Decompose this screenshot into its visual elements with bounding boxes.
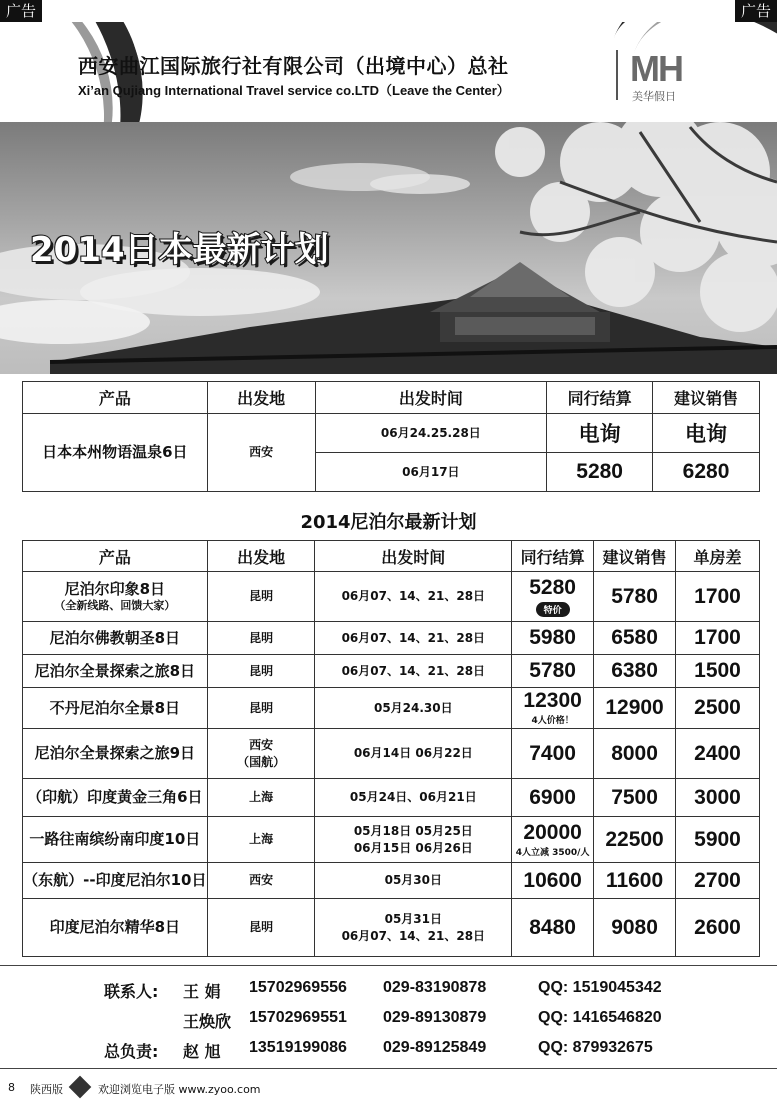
retail-price: 5780 xyxy=(594,572,676,622)
single-supplement: 2600 xyxy=(676,899,760,957)
contact-row xyxy=(0,1009,777,1033)
departure-city xyxy=(207,688,315,729)
departure-time-text: 06月07、14、21、28日 xyxy=(341,589,486,604)
retail-price: 电询 xyxy=(653,414,760,453)
departure-city-text: 昆明 xyxy=(249,920,274,935)
single-supplement: 1700 xyxy=(676,572,760,622)
contact-mobile: 15702969556 xyxy=(249,979,347,996)
table-row xyxy=(23,622,760,655)
retail-price: 9080 xyxy=(594,899,676,957)
table-row xyxy=(23,414,760,453)
footer-website-text: 欢迎浏览电子版 www.zyoo.com xyxy=(98,1083,261,1096)
departure-time: 06月17日 xyxy=(315,453,547,492)
peer-price-value: 12300 xyxy=(523,689,582,712)
departure-time-text: 05月24.30日 xyxy=(373,700,453,715)
departure-time-text: 06月15日 06月26日 xyxy=(353,840,473,855)
peer-price xyxy=(512,572,594,622)
contact-telephone: 029-89125849 xyxy=(383,1039,487,1056)
product-name xyxy=(23,688,208,729)
retail-price: 11600 xyxy=(594,863,676,899)
price-note: 4人价格！ xyxy=(531,716,574,726)
peer-price: 7400 xyxy=(512,729,594,779)
departure-city-text: 昆明 xyxy=(249,663,274,678)
divider xyxy=(0,965,777,966)
col-header-departure: 出发地 xyxy=(207,541,315,572)
single-supplement: 5900 xyxy=(676,817,760,863)
table-row xyxy=(23,572,760,622)
table-row xyxy=(23,655,760,688)
col-header-retail-price: 建议销售 xyxy=(653,382,760,414)
table-row xyxy=(23,729,760,779)
departure-time-text: 05月31日 xyxy=(384,912,443,927)
col-header-peer-price: 同行结算 xyxy=(512,541,594,572)
product-name-text: 一路往南缤纷南印度10日 xyxy=(29,830,201,849)
peer-price xyxy=(512,688,594,729)
retail-price: 6580 xyxy=(594,622,676,655)
single-supplement: 2400 xyxy=(676,729,760,779)
page-footer xyxy=(0,1079,777,1099)
product-name-text: 不丹尼泊尔全景8日 xyxy=(49,698,181,717)
contact-role: 联系人: xyxy=(104,982,159,1001)
product-name xyxy=(23,779,208,817)
departure-time-text: 05月18日 05月25日 xyxy=(353,824,473,839)
single-supplement: 3000 xyxy=(676,779,760,817)
price-note: 4人立减 3500/人 xyxy=(515,847,590,858)
retail-price: 6280 xyxy=(653,453,760,492)
departure-time-text: 06月14日 06月22日 xyxy=(353,746,473,761)
table-header-row xyxy=(23,541,760,572)
col-header-single-supplement: 单房差 xyxy=(676,541,760,572)
table-row xyxy=(23,899,760,957)
contact-name: 赵 旭 xyxy=(183,1042,221,1061)
col-header-product: 产品 xyxy=(23,541,208,572)
col-header-departure: 出发地 xyxy=(207,382,315,414)
product-name-text: 印度尼泊尔精华8日 xyxy=(49,918,181,937)
banner-title: 2014日本最新计划 xyxy=(30,230,329,270)
contact-mobile: 15702969551 xyxy=(249,1009,347,1026)
peer-price: 6900 xyxy=(512,779,594,817)
product-name xyxy=(23,572,208,622)
retail-price: 12900 xyxy=(594,688,676,729)
departure-city xyxy=(207,572,315,622)
departure-time xyxy=(315,572,512,622)
departure-time-text: 06月07、14、21、28日 xyxy=(341,663,486,678)
table-row xyxy=(23,688,760,729)
single-supplement: 1700 xyxy=(676,622,760,655)
col-header-peer-price: 同行结算 xyxy=(547,382,653,414)
departure-city xyxy=(207,817,315,863)
single-supplement: 1500 xyxy=(676,655,760,688)
contact-telephone: 029-89130879 xyxy=(383,1009,487,1026)
logo-divider xyxy=(616,50,618,100)
product-name xyxy=(23,817,208,863)
departure-city-text: 上海 xyxy=(249,832,274,847)
contact-role: 总负责: xyxy=(104,1042,159,1061)
departure-time xyxy=(315,655,512,688)
departure-note: （国航） xyxy=(237,754,286,769)
ad-label-left: 广告 xyxy=(0,0,42,22)
contact-name: 王焕欣 xyxy=(183,1012,232,1031)
departure-city-text: 昆明 xyxy=(249,700,274,715)
edition-label: 陕西版 xyxy=(30,1083,63,1096)
departure-city-text: 昆明 xyxy=(249,630,274,645)
product-name xyxy=(23,863,208,899)
contact-qq: QQ: 1519045342 xyxy=(538,979,662,996)
product-name-text: 尼泊尔印象8日 xyxy=(64,580,166,599)
nepal-tour-table xyxy=(22,540,760,957)
departure-time: 06月24.25.28日 xyxy=(315,414,547,453)
departure-city xyxy=(207,899,315,957)
product-name-text: 尼泊尔全景探索之旅9日 xyxy=(34,744,196,763)
table-row xyxy=(23,863,760,899)
departure-time xyxy=(315,729,512,779)
divider xyxy=(0,1068,777,1069)
nepal-section-title: 2014尼泊尔最新计划 xyxy=(300,512,477,533)
product-name-text: 尼泊尔佛教朝圣8日 xyxy=(49,628,181,647)
peer-price: 5780 xyxy=(512,655,594,688)
product-name-text: （印航）印度黄金三角6日 xyxy=(27,788,203,807)
departure-time xyxy=(315,622,512,655)
departure-time-text: 06月07、14、21、28日 xyxy=(341,630,486,645)
page-number: 8 xyxy=(8,1081,15,1094)
col-header-time: 出发时间 xyxy=(315,382,547,414)
table-row xyxy=(23,779,760,817)
departure-time xyxy=(315,899,512,957)
price-note: 特价 xyxy=(536,602,570,617)
retail-price: 7500 xyxy=(594,779,676,817)
ad-label-right: 广告 xyxy=(735,0,777,22)
company-logo: MH xyxy=(630,48,682,89)
retail-price: 6380 xyxy=(594,655,676,688)
peer-price: 10600 xyxy=(512,863,594,899)
single-supplement: 2500 xyxy=(676,688,760,729)
departure-time xyxy=(315,779,512,817)
contact-telephone: 029-83190878 xyxy=(383,979,487,996)
product-note: （全新线路、回馈大家） xyxy=(54,599,176,612)
departure-city xyxy=(207,779,315,817)
peer-price-value: 5280 xyxy=(529,575,576,599)
company-name-en: Xi’an Qujiang International Travel service co.LTD（Leave the Center） xyxy=(78,83,510,98)
contact-qq: QQ: 1416546820 xyxy=(538,1009,662,1026)
table-row xyxy=(23,817,760,863)
diamond-logo-icon xyxy=(69,1076,92,1099)
departure-city-text: 昆明 xyxy=(249,589,274,604)
single-supplement: 2700 xyxy=(676,863,760,899)
product-name xyxy=(23,729,208,779)
peer-price: 8480 xyxy=(512,899,594,957)
banner-image xyxy=(0,122,777,374)
company-name-cn: 西安曲江国际旅行社有限公司（出境中心）总社 xyxy=(78,54,509,78)
departure-city-text: 西安 xyxy=(249,738,274,753)
departure-city xyxy=(207,622,315,655)
contact-row xyxy=(0,1039,777,1063)
departure-time-text: 05月30日 xyxy=(384,873,443,888)
departure-time-text: 06月07、14、21、28日 xyxy=(341,928,486,943)
retail-price: 8000 xyxy=(594,729,676,779)
company-logo-text: 美华假日 xyxy=(632,90,676,103)
table-header-row xyxy=(23,382,760,414)
product-name xyxy=(23,622,208,655)
product-name: 日本本州物语温泉6日 xyxy=(23,414,208,492)
product-name-text: 尼泊尔全景探索之旅8日 xyxy=(34,661,196,680)
peer-price: 5280 xyxy=(547,453,653,492)
peer-price-value: 20000 xyxy=(523,820,582,844)
retail-price: 22500 xyxy=(594,817,676,863)
departure-city xyxy=(207,729,315,779)
departure-time-text: 05月24日、06月21日 xyxy=(349,790,477,805)
col-header-retail-price: 建议销售 xyxy=(594,541,676,572)
departure-time xyxy=(315,863,512,899)
contact-name: 王 娟 xyxy=(183,982,221,1001)
col-header-time: 出发时间 xyxy=(315,541,512,572)
contact-mobile: 13519199086 xyxy=(249,1039,347,1056)
departure-city xyxy=(207,655,315,688)
contact-qq: QQ: 879932675 xyxy=(538,1039,653,1056)
japan-tour-table xyxy=(22,381,760,492)
product-name xyxy=(23,655,208,688)
peer-price: 5980 xyxy=(512,622,594,655)
peer-price xyxy=(512,817,594,863)
peer-price: 电询 xyxy=(547,414,653,453)
departure-time xyxy=(315,817,512,863)
contact-row xyxy=(0,979,777,1003)
product-name-text: （东航）--印度尼泊尔10日 xyxy=(23,871,207,890)
col-header-product: 产品 xyxy=(23,382,208,414)
departure-city: 西安 xyxy=(207,414,315,492)
departure-city-text: 西安 xyxy=(249,873,274,888)
departure-time xyxy=(315,688,512,729)
company-header xyxy=(0,22,777,122)
product-name xyxy=(23,899,208,957)
departure-city xyxy=(207,863,315,899)
departure-city-text: 上海 xyxy=(249,790,274,805)
